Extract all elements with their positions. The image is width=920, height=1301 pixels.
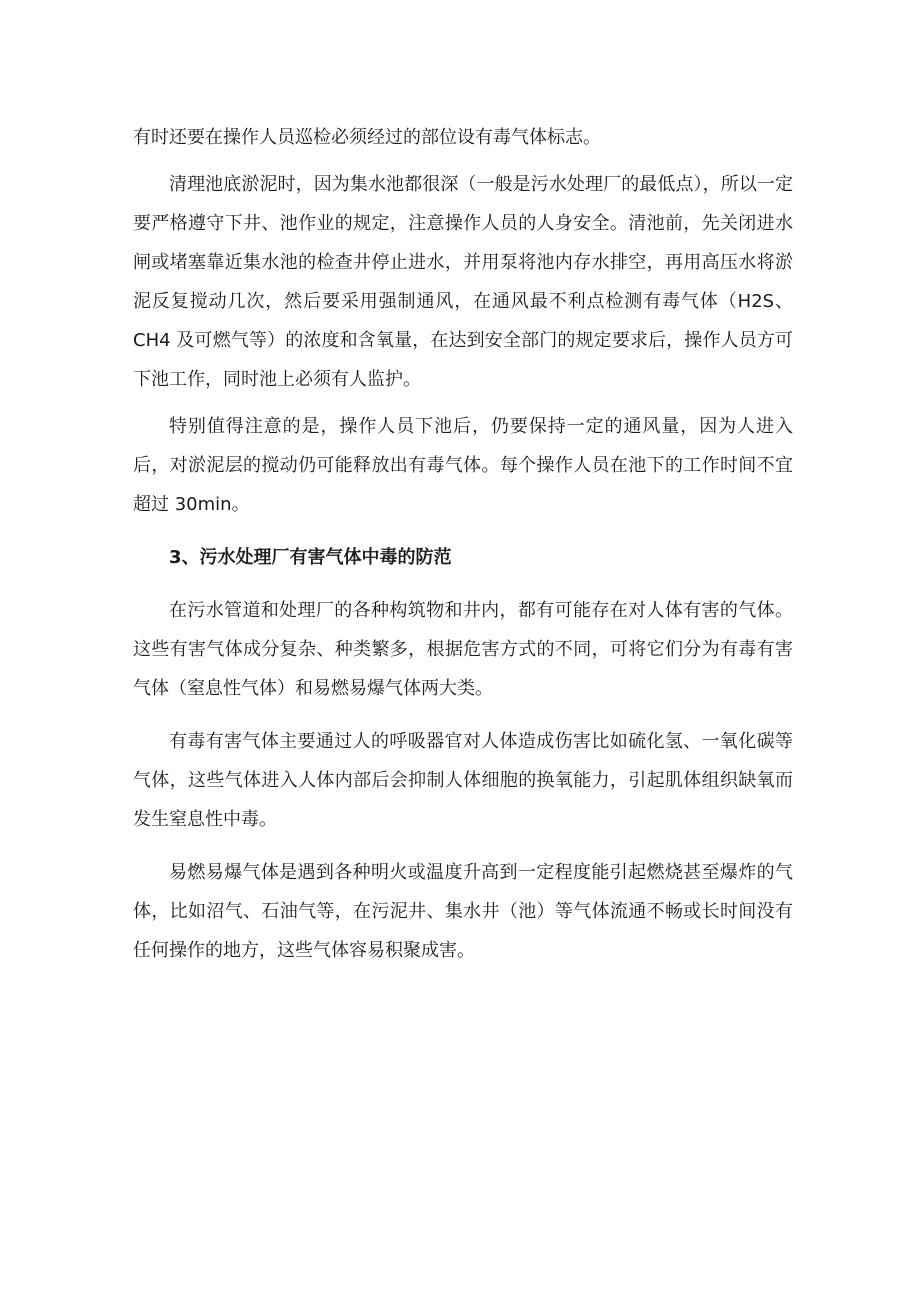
paragraph-continuation: 有时还要在操作人员巡检必须经过的部位设有毒气体标志。 <box>133 127 601 148</box>
paragraph-harmful-gases: 在污水管道和处理厂的各种构筑物和井内，都有可能存在对人体有害的气体。这些有害气体成分复杂、种类繁多，根据危害方式的不同，可将它们分为有毒有害气体（窒息性气体）和易燃易爆气体两大类。 <box>133 600 793 699</box>
paragraph-toxic-gases: 有毒有害气体主要通过人的呼吸器官对人体造成伤害比如硫化氢、一氧化碳等气体，这些气体进入人体内部后会抑制人体细胞的换氧能力，引起肌体组织缺氧而发生窒息性中毒。 <box>133 731 793 830</box>
paragraph-ventilation-note: 特别值得注意的是，操作人员下池后，仍要保持一定的通风量，因为人进入后，对淤泥层的搅动仍可能释放出有毒气体。每个操作人员在池下的工作时间不宜超过 30min。 <box>133 416 793 515</box>
section-heading: 3、污水处理厂有害气体中毒的防范 <box>169 547 452 568</box>
paragraph-sludge-cleaning: 清理池底淤泥时，因为集水池都很深（一般是污水处理厂的最低点），所以一定要严格遵守下井、池作业的规定，注意操作人员的人身安全。清池前，先关闭进水闸或堵塞靠近集水池的检查井停止进水，并用泵将池内存水排空，再用高压水将淤泥反复搅动几次，然后要采用强制通风，在通风最不利点检测有毒气体（H2S、CH4 及可燃气等）的浓度和含氧量，在达到安全部门的规定要求后，操作人员方可下池工作，同时池上必须有人监护。 <box>133 174 793 390</box>
document-body <box>133 118 793 978</box>
paragraph-flammable-gases: 易燃易爆气体是遇到各种明火或温度升高到一定程度能引起燃烧甚至爆炸的气体，比如沼气、石油气等，在污泥井、集水井（池）等气体流通不畅或长时间没有任何操作的地方，这些气体容易积聚成害。 <box>133 862 793 961</box>
